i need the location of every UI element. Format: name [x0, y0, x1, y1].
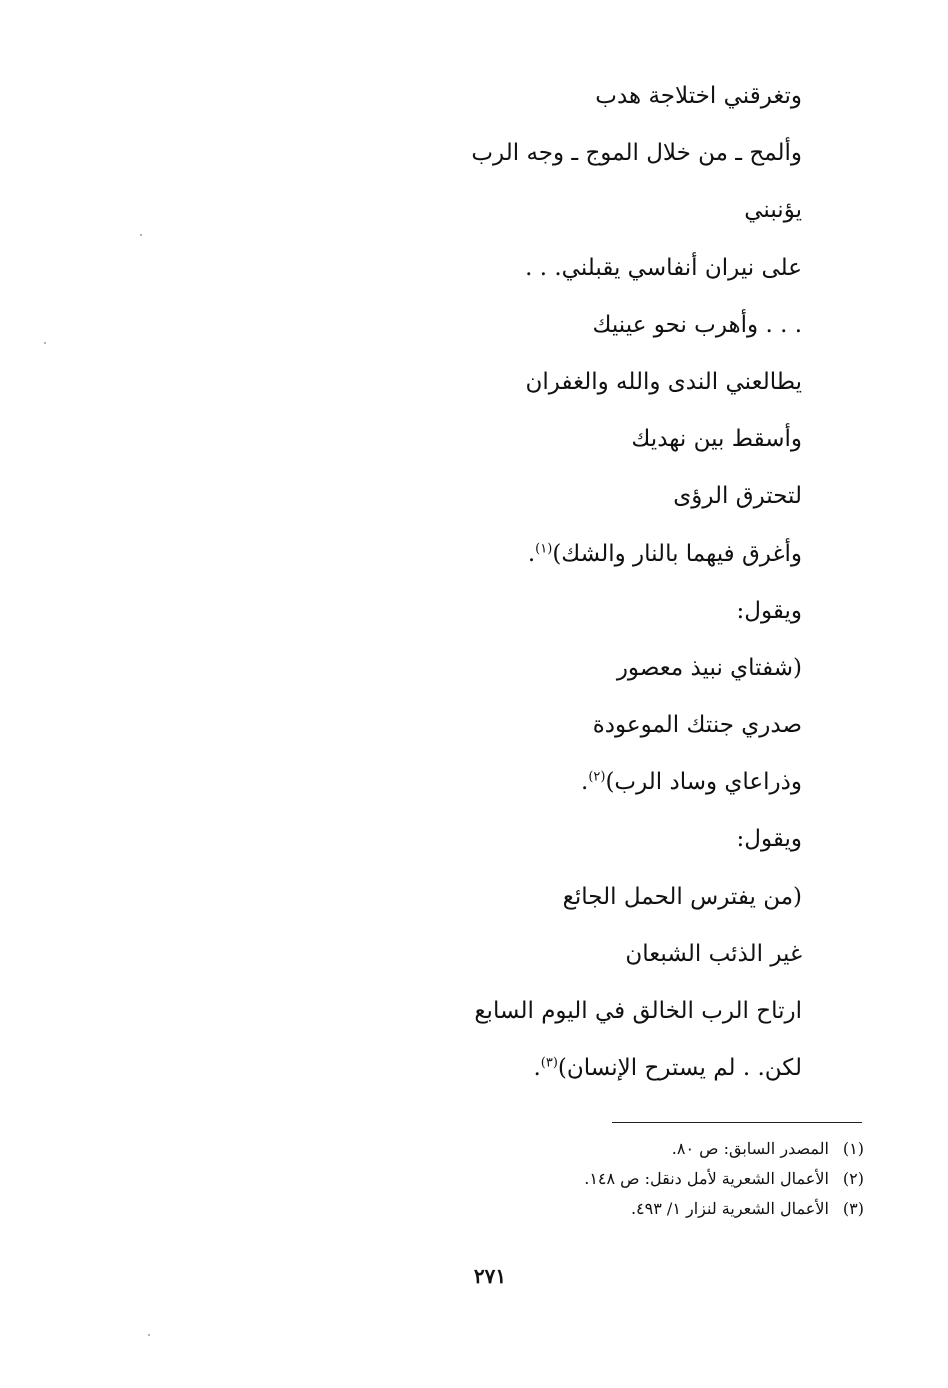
- scan-speck: [44, 342, 46, 344]
- verse-line: [471, 940, 802, 968]
- footnote-number: (١): [842, 1139, 864, 1158]
- verse-period: .: [527, 540, 536, 567]
- verse-text: لكن. . لم يسترح الإنسان): [557, 1055, 802, 1082]
- verse-line: [471, 711, 802, 739]
- verse-text: يطالعني الندى والله والغفران: [525, 368, 802, 395]
- verse-text: وتغرقني اختلاجة هدب: [595, 83, 802, 109]
- footnote-item: [584, 1198, 864, 1220]
- verse-text: لتحترق الرؤى: [673, 483, 802, 510]
- verse-text: صدري جنتك الموعودة: [592, 712, 802, 739]
- verse-line: [471, 883, 802, 911]
- verse-line: [471, 1054, 802, 1082]
- verse-line: [471, 196, 802, 224]
- verse-text: . . . وأهرب نحو عينيك: [592, 311, 802, 338]
- verse-line: [471, 597, 802, 625]
- footnote-text: الأعمال الشعرية لنزار ١/ ٤٩٣.: [630, 1199, 829, 1218]
- footnote-text: المصدر السابق: ص ٨٠.: [671, 1139, 829, 1158]
- verse-line: [471, 254, 802, 282]
- verse-text: وألمح ـ من خلال الموج ـ وجه الرب: [471, 140, 802, 167]
- poem-verses: [471, 82, 802, 1111]
- footnote-number: (٢): [842, 1169, 864, 1188]
- verse-line: [471, 540, 802, 568]
- verse-text: ويقول:: [736, 597, 802, 624]
- verse-text: ارتاح الرب الخالق في اليوم السابع: [474, 998, 802, 1024]
- footnote-item: [584, 1168, 864, 1190]
- footnote-number: (٣): [842, 1199, 864, 1218]
- verse-line: [471, 825, 802, 853]
- verse-line: [471, 997, 802, 1025]
- page-number: ٢٧١: [473, 1264, 507, 1288]
- footnote-separator: [612, 1122, 862, 1123]
- verse-line: [471, 654, 802, 682]
- verse-text: وأسقط بين نهديك: [631, 426, 802, 453]
- verse-line: [471, 368, 802, 396]
- footnote-item: [584, 1138, 864, 1160]
- scan-speck: [140, 234, 142, 236]
- verse-period: .: [533, 1055, 541, 1082]
- footnote-text: الأعمال الشعرية لأمل دنقل: ص ١٤٨.: [584, 1169, 829, 1188]
- footnote-reference[interactable]: (٣): [540, 1055, 558, 1071]
- verse-line: [471, 82, 802, 110]
- verse-text: وأغرق فيهما بالنار والشك): [552, 540, 802, 567]
- footnote-reference[interactable]: (١): [535, 540, 553, 556]
- footnote-reference[interactable]: (٢): [588, 769, 606, 785]
- footnotes: [584, 1138, 864, 1228]
- verse-line: [471, 425, 802, 453]
- verse-line: [471, 311, 802, 339]
- verse-text: غير الذئب الشبعان: [625, 940, 802, 967]
- verse-text: يؤنبني: [744, 197, 802, 224]
- scan-speck: [148, 1334, 150, 1336]
- verse-text: على نيران أنفاسي يقبلني. . .: [525, 254, 802, 281]
- verse-text: ويقول:: [736, 826, 802, 853]
- verse-period: .: [581, 769, 589, 796]
- verse-line: [471, 482, 802, 510]
- verse-line: [471, 768, 802, 796]
- verse-text: وذراعاي وساد الرب): [605, 769, 802, 796]
- verse-text: (من يفترس الحمل الجائع: [562, 883, 802, 910]
- verse-text: (شفتاي نبيذ معصور: [616, 654, 802, 681]
- verse-line: [471, 139, 802, 167]
